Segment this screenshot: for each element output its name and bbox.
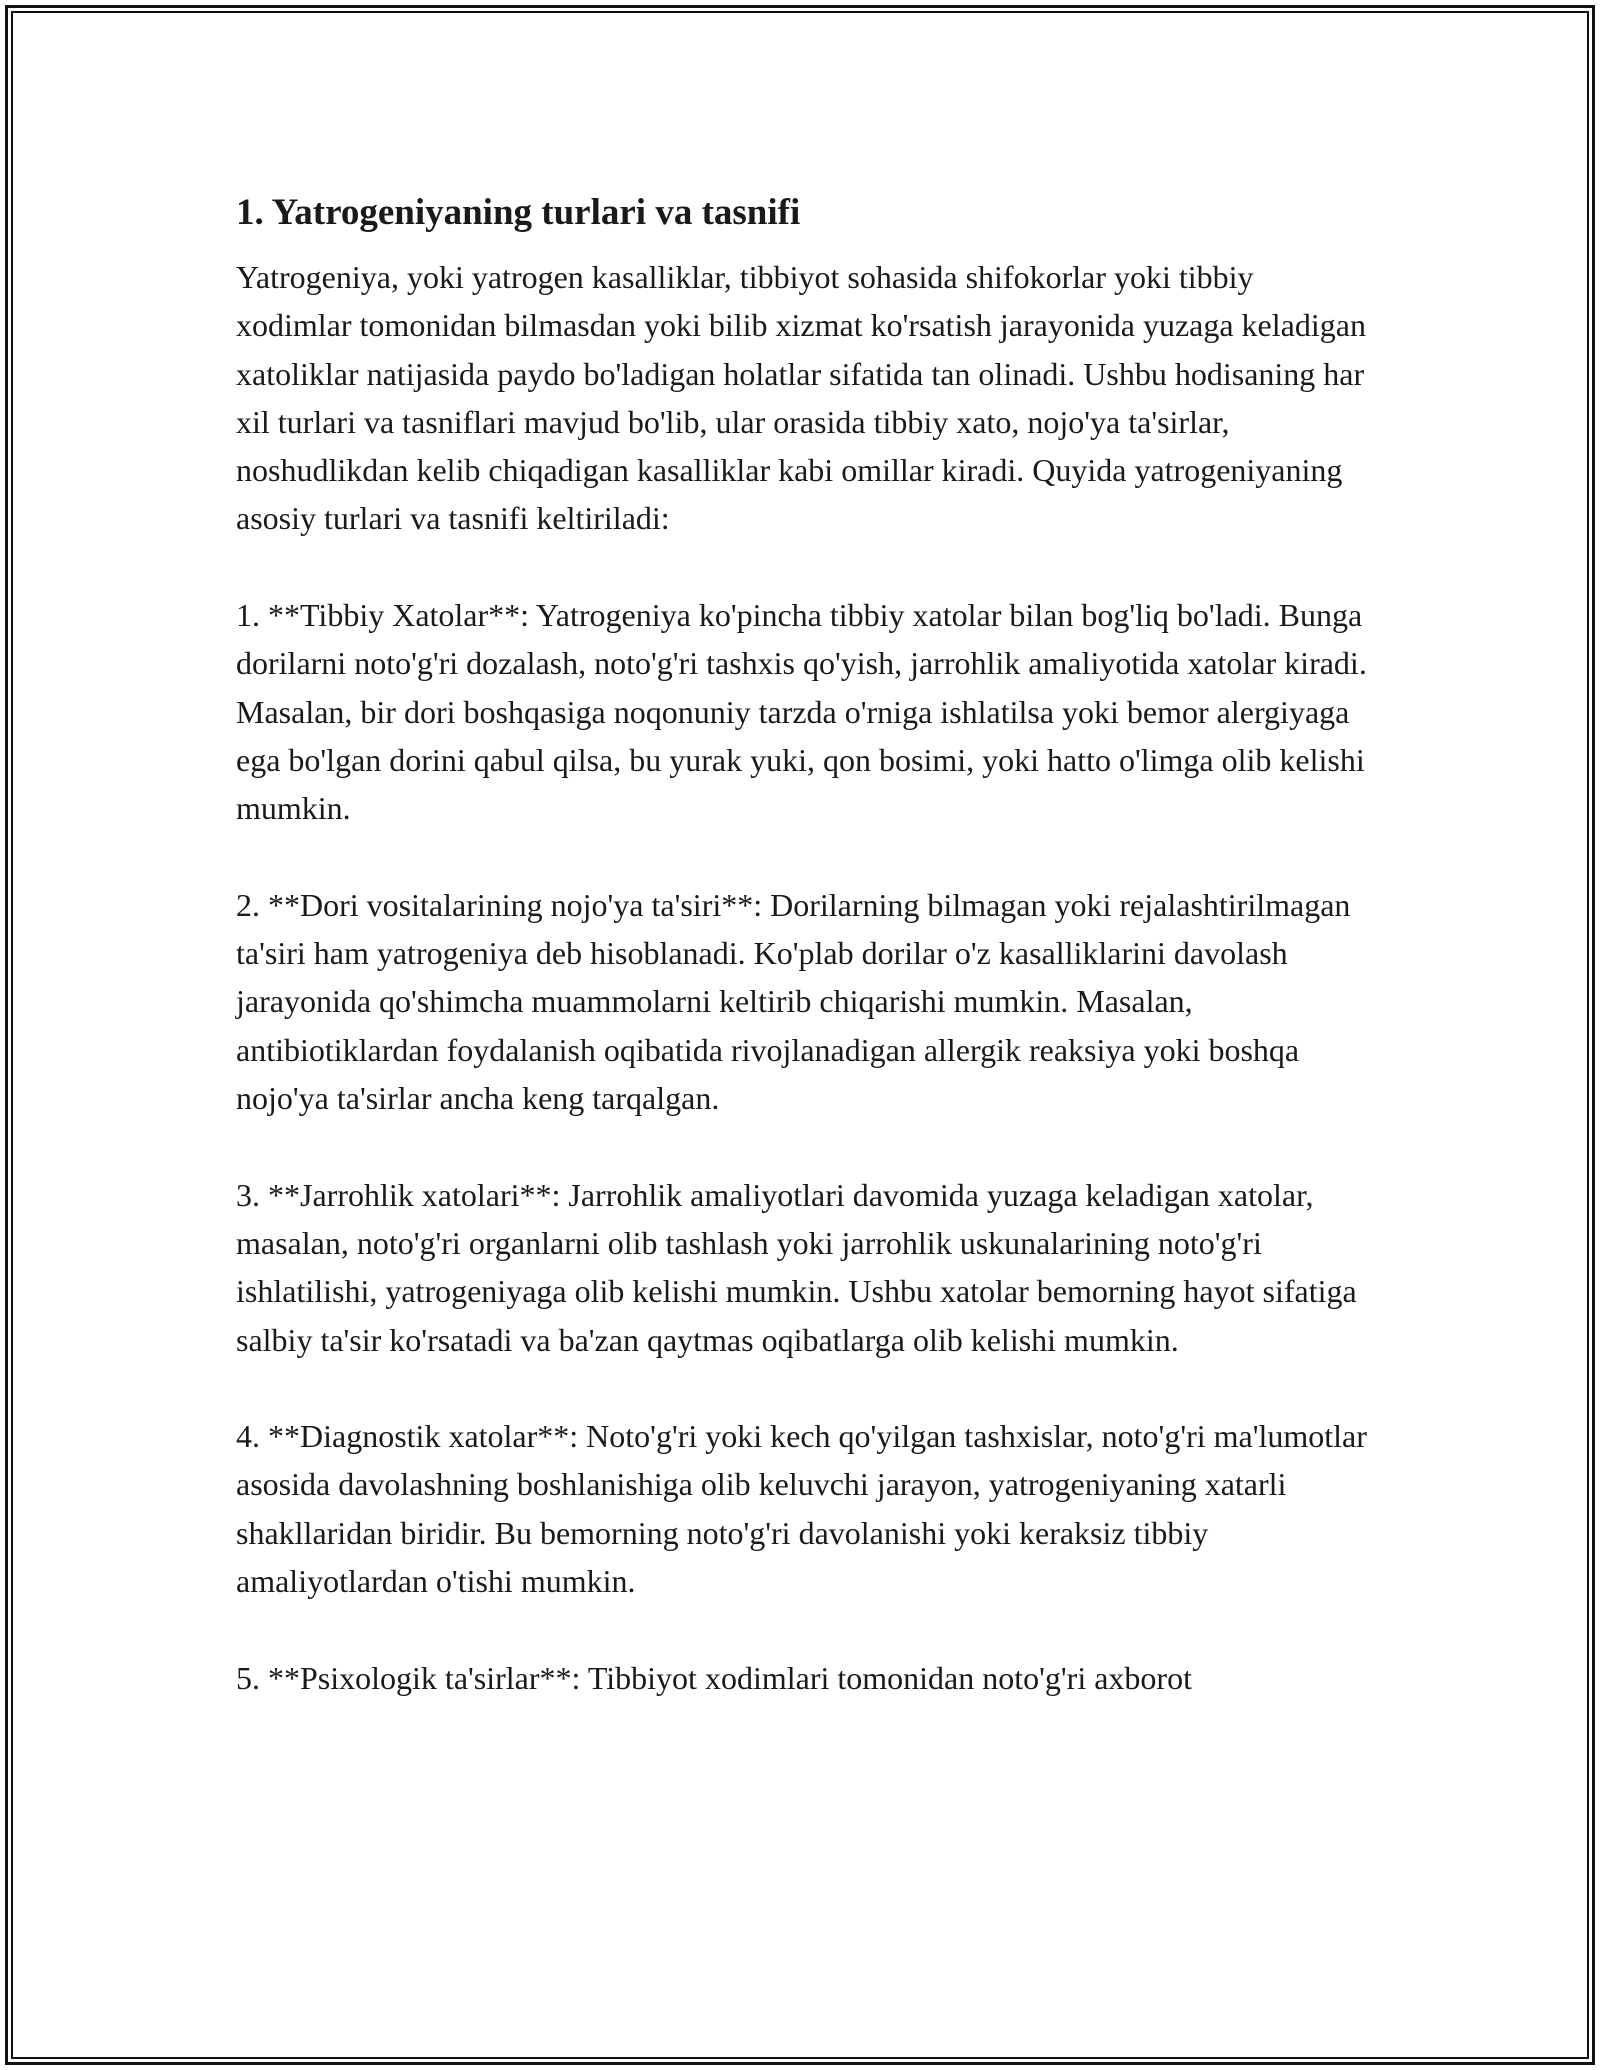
- list-item-surgical-errors: 3. **Jarrohlik xatolari**: Jarrohlik amaliyotlari davomida yuzaga keladigan xatolar, masalan, noto'g'ri organlarni olib tashlash yoki jarrohlik uskunalarining noto'g'ri ishlatilishi, yatrogeniyaga olib kelishi mumkin. Ushbu xatolar bemorning hayot sifatiga salbiy ta'sir ko'rsatadi va ba'zan qaytmas oqibatlarga olib kelishi mumkin.: [236, 1176, 1357, 1358]
- list-item-drug-side-effects: 2. **Dori vositalarining nojo'ya ta'siri**: Dorilarning bilmagan yoki rejalashtirilmagan ta'siri ham yatrogeniya deb hisoblanadi. Ko'plab dorilar o'z kasalliklarini davolash jarayonida qo'shimcha muammolarni keltirib chiqarishi mumkin. Masalan, antibiotiklardan foydalanish oqibatida rivojlanadigan allergik reaksiya yoki boshqa nojo'ya ta'sirlar ancha keng tarqalgan.: [236, 886, 1351, 1117]
- list-item-psychological-effects: 5. **Psixologik ta'sirlar**: Tibbiyot xodimlari tomonidan noto'g'ri axborot: [236, 1659, 1192, 1696]
- list-item-diagnostic-errors: 4. **Diagnostik xatolar**: Noto'g'ri yoki kech qo'yilgan tashxislar, noto'g'ri ma'lumotlar asosida davolashning boshlanishiga olib keluvchi jarayon, yatrogeniyaning xatarli shakllaridan biridir. Bu bemorning noto'g'ri davolanishi yoki keraksiz tibbiy amaliyotlardan o'tishi mumkin.: [236, 1418, 1367, 1600]
- section-heading: 1. Yatrogeniyaning turlari va tasnifi: [236, 192, 801, 233]
- list-item-medical-errors: 1. **Tibbiy Xatolar**: Yatrogeniya ko'pincha tibbiy xatolar bilan bog'liq bo'ladi. Bunga dorilarni noto'g'ri dozalash, noto'g'ri tashxis qo'yish, jarrohlik amaliyotida xatolar kiradi. Masalan, bir dori boshqasiga noqonuniy tarzda o'rniga ishlatilsa yoki bemor alergiyaga ega bo'lgan dorini qabul qilsa, bu yurak yuki, qon bosimi, yoki hatto o'limga olib kelishi mumkin.: [236, 597, 1367, 827]
- intro-paragraph: Yatrogeniya, yoki yatrogen kasalliklar, tibbiyot sohasida shifokorlar yoki tibbiy xodimlar tomonidan bilmasdan yoki bilib xizmat ko'rsatish jarayonida yuzaga keladigan xatoliklar natijasida paydo bo'ladigan holatlar sifatida tan olinadi. Ushbu hodisaning har xil turlari va tasniflari mavjud bo'lib, ular orasida tibbiy xato, nojo'ya ta'sirlar, noshudlikdan kelib chiqadigan kasalliklar kabi omillar kiradi. Quyida yatrogeniyaning asosiy turlari va tasnifi keltiriladi:: [236, 259, 1366, 537]
- document-body: [236, 185, 1376, 1750]
